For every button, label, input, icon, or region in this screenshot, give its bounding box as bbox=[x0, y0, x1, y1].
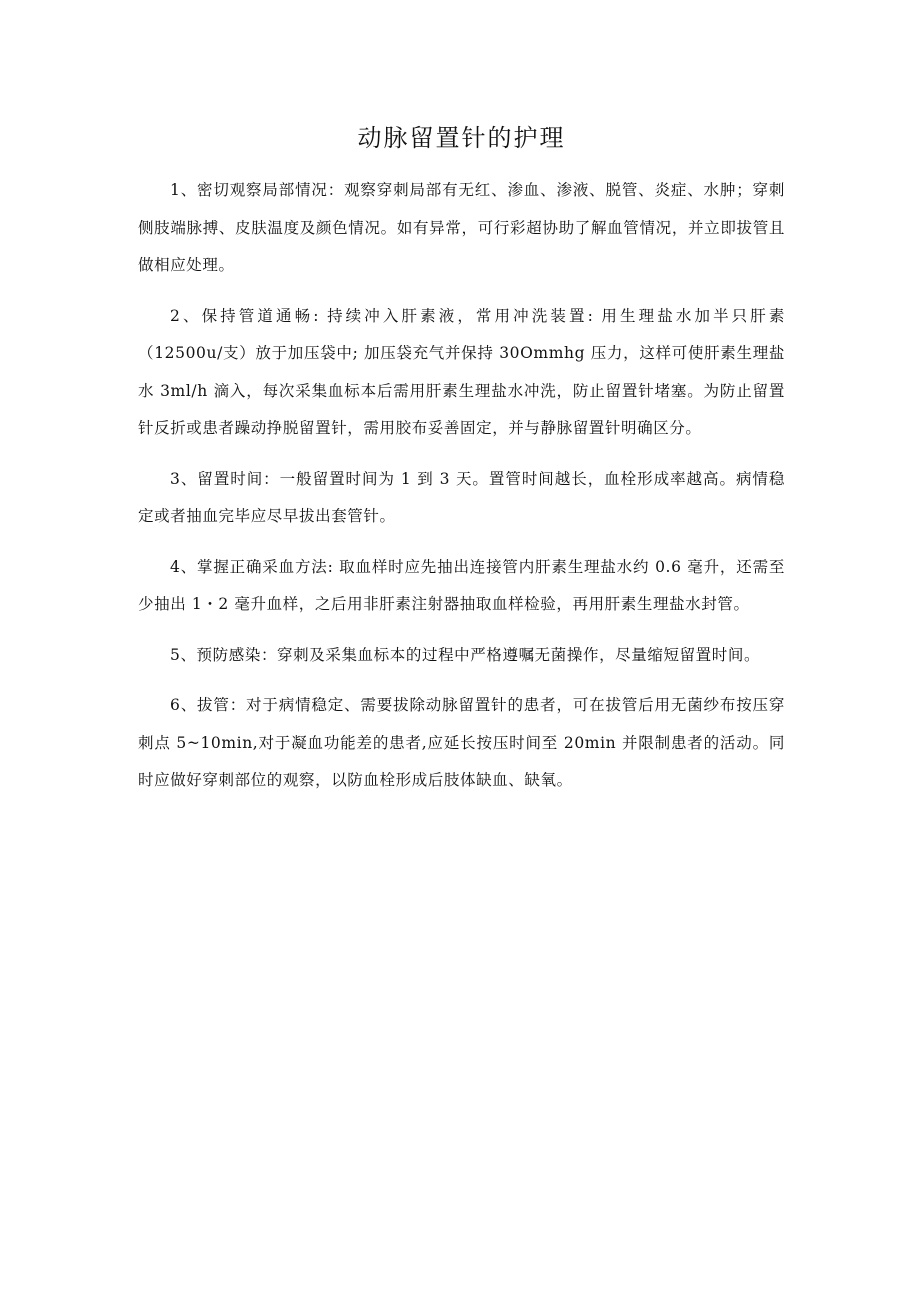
paragraph-4: 4、掌握正确采血方法: 取血样时应先抽出连接管内肝素生理盐水约 0.6 毫升，还需至少抽出 1・2 毫升血样，之后用非肝素注射器抽取血样检验，再用肝素生理盐水封管。 bbox=[138, 557, 785, 613]
paragraph-3: 3、留置时间：一般留置时间为 1 到 3 天。置管时间越长，血栓形成率越高。病情稳定或者抽血完毕应尽早拔出套管针。 bbox=[138, 469, 785, 525]
document-title: 动脉留置针的护理 bbox=[357, 124, 566, 152]
paragraph-1: 1、密切观察局部情况：观察穿刺局部有无红、渗血、渗液、脱管、炎症、水肿；穿刺侧肢端脉搏、皮肤温度及颜色情况。如有异常，可行彩超协助了解血管情况，并立即拔管且做相应处理。 bbox=[138, 181, 785, 274]
paragraph-2: 2、保持管道通畅: 持续冲入肝素液，常用冲洗装置: 用生理盐水加半只肝素（12500u/支）放于加压袋中; 加压袋充气并保持 30Ommhg 压力，这样可使肝素生理盐水 3ml/h 滴入，每次采集血标本后需用肝素生理盐水冲洗，防止留置针堵塞。为防止留置针反折或患者躁动挣脱留置针，需用胶布妥善固定，并与静脉留置针明确区分。 bbox=[138, 306, 785, 437]
paragraph-6: 6、拔管：对于病情稳定、需要拔除动脉留置针的患者，可在拔管后用无菌纱布按压穿刺点 5~10min,对于凝血功能差的患者,应延长按压时间至 20min 并限制患者的活动。同时应做好穿刺部位的观察，以防血栓形成后肢体缺血、缺氧。 bbox=[138, 696, 785, 789]
paragraph-5: 5、预防感染：穿刺及采集血标本的过程中严格遵嘱无菌操作，尽量缩短留置时间。 bbox=[170, 645, 761, 664]
